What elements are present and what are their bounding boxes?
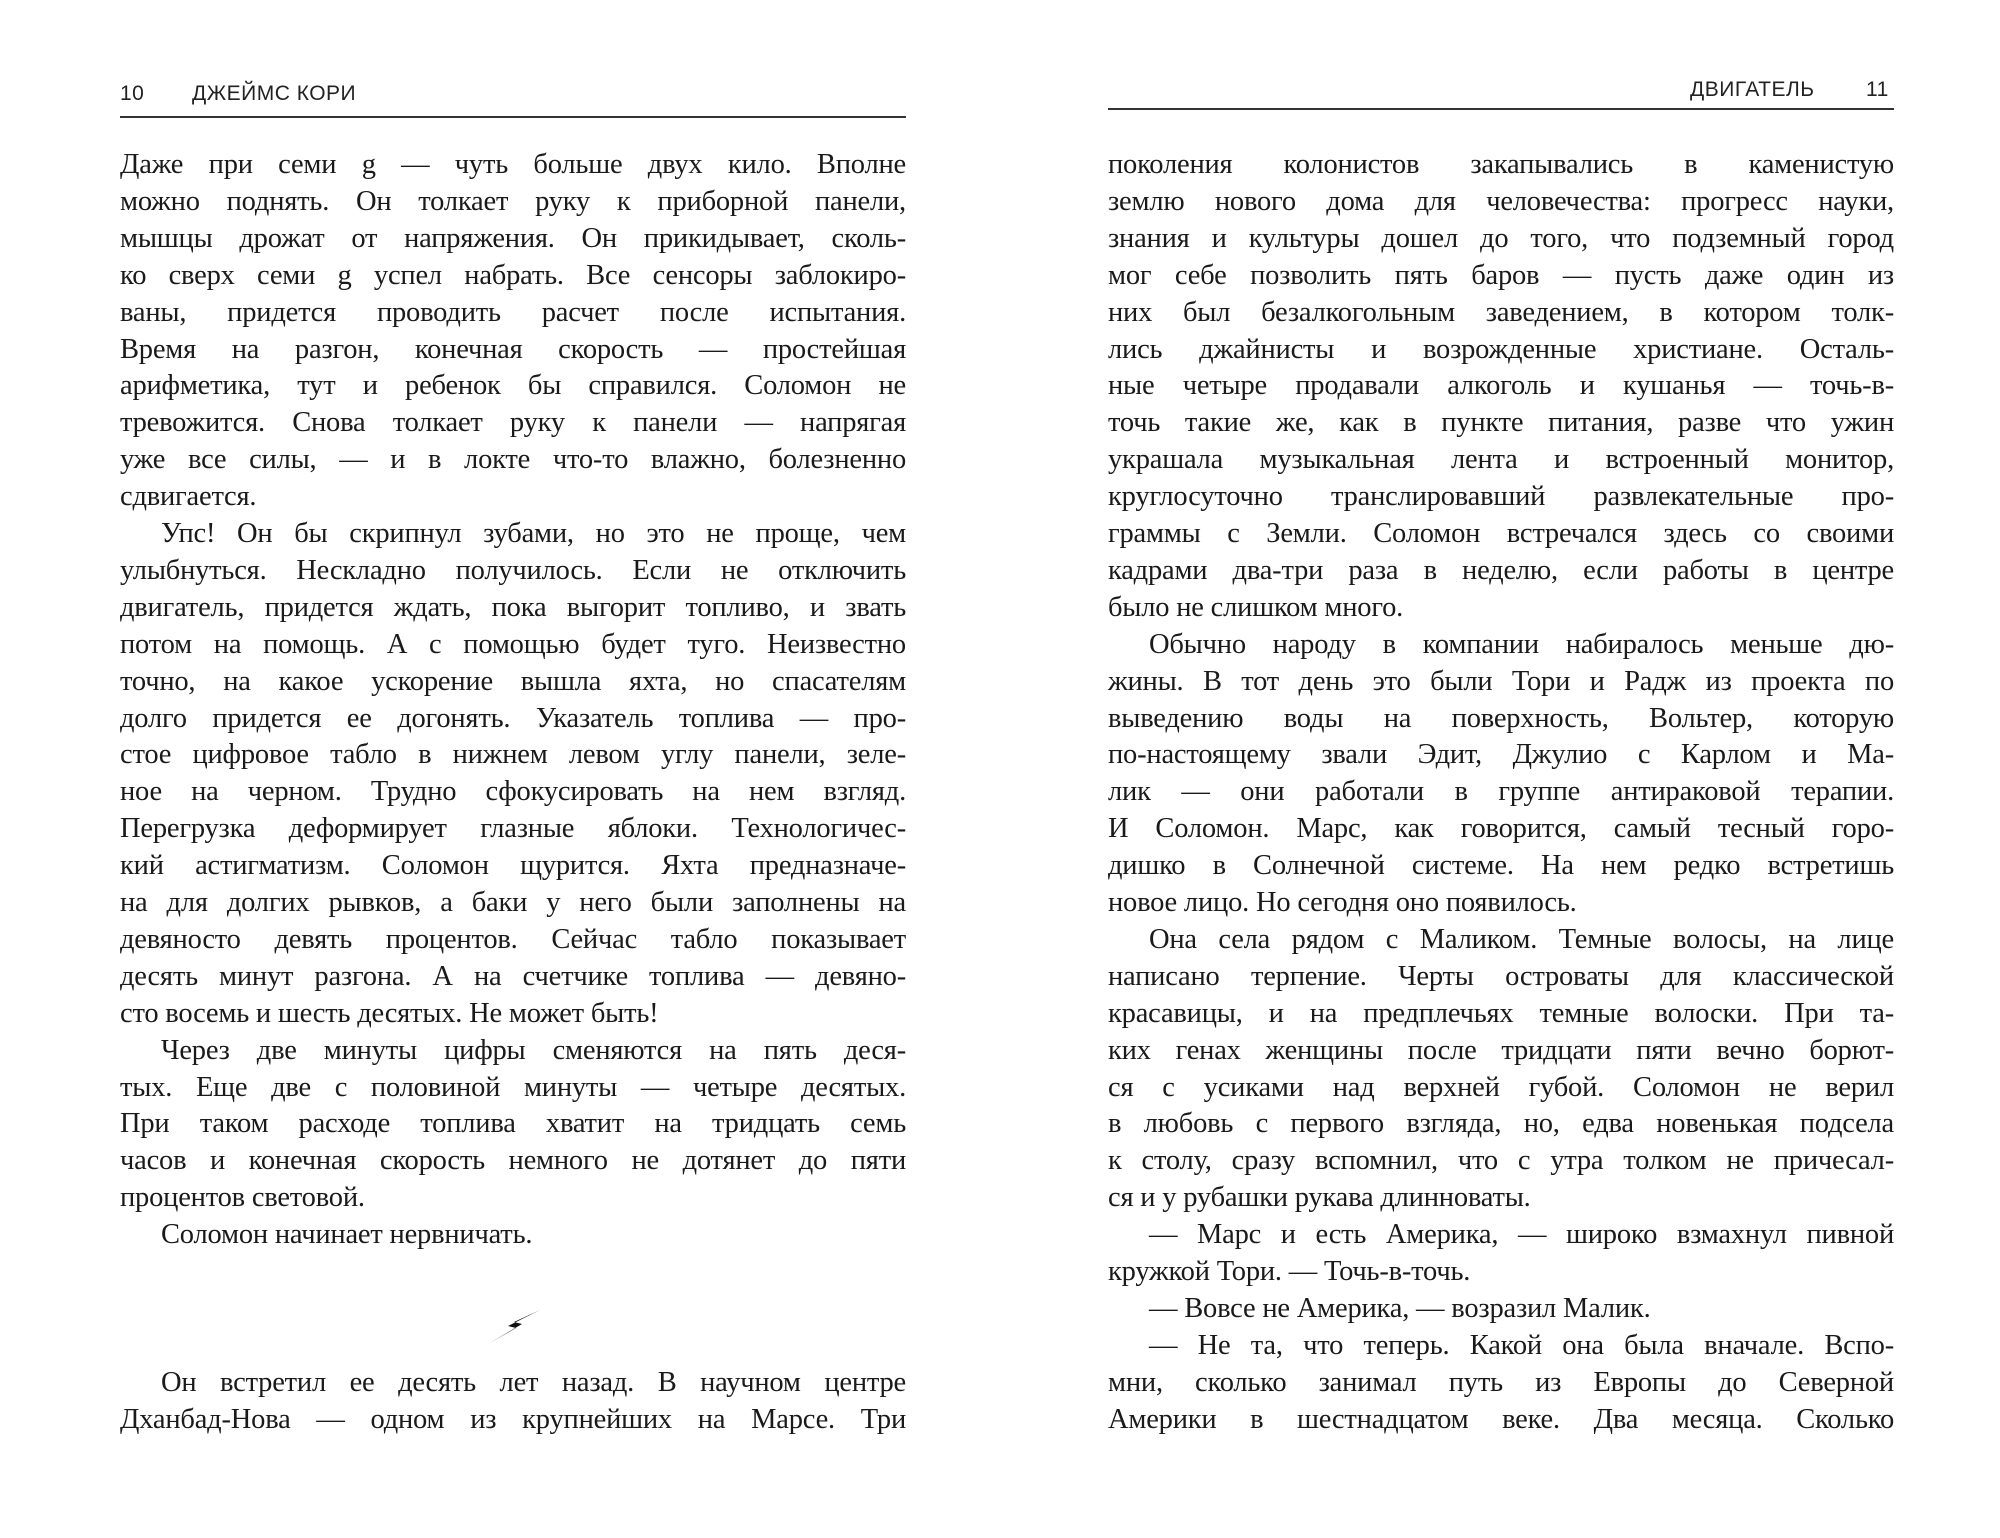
text-line: тых. Еще две с половиной минуты — четыре десятых. <box>120 1071 906 1103</box>
text-line: на для долгих рывков, а баки у него были заполнены на <box>120 887 906 918</box>
text-line: сдвигается. <box>120 481 257 513</box>
text-line: Она села рядом с Маликом. Темные волосы, на лице <box>1149 923 1894 955</box>
text-line: ные четыре продавали алкоголь и кушанья — точь-в- <box>1108 370 1894 402</box>
text-line: точно, на какое ускорение вышла яхта, но спасателям <box>120 665 906 697</box>
left-running-head: ДЖЕЙМС КОРИ <box>192 82 357 105</box>
text-line: выведению воды на поверхность, Вольтер, которую <box>1108 702 1894 734</box>
text-line: ное на черном. Трудно сфокусировать на нем взгляд. <box>120 776 906 808</box>
text-line: потом на помощь. А с помощью будет туго. Неизвестно <box>120 628 906 660</box>
text-line: в любовь с первого взгляда, но, едва новенькая подсела <box>1108 1108 1894 1140</box>
text-line: При таком расходе топлива хватит на тридцать семь <box>120 1108 906 1140</box>
text-line: землю нового дома для человечества: прогресс науки, <box>1108 185 1894 217</box>
text-line: кий астигматизм. Соломон щурится. Яхта предназначе- <box>120 850 906 882</box>
text-line: улыбнуться. Нескладно получилось. Если не отключить <box>120 554 906 586</box>
text-line: новое лицо. Но сегодня оно появилось. <box>1108 887 1577 918</box>
text-line: стое цифровое табло в нижнем левом углу панели, зеле- <box>120 739 906 771</box>
text-line: Даже при семи g — чуть больше двух кило. Вполне <box>120 149 906 180</box>
text-line: девяносто девять процентов. Сейчас табло показывает <box>120 923 906 955</box>
text-line: знания и культуры дошел до того, что подземный город <box>1108 222 1894 254</box>
text-line: красавицы, и на предплечьях темные волоски. При та- <box>1108 997 1894 1029</box>
text-line: — Не та, что теперь. Какой она была вначале. Вспо- <box>1149 1329 1894 1361</box>
text-line: по-настоящему звали Эдит, Джулио с Карлом и Ма- <box>1108 739 1894 771</box>
text-line: Дханбад-Нова — одном из крупнейших на Марсе. Три <box>120 1404 906 1435</box>
text-line: Обычно народу в компании набиралось меньше дю- <box>1149 628 1894 660</box>
text-line: ваны, придется проводить расчет после испытания. <box>120 296 906 328</box>
text-line: Упс! Он бы скрипнул зубами, но это не проще, чем <box>161 518 906 549</box>
text-line: жины. В тот день это были Тори и Радж из проекта по <box>1108 665 1894 697</box>
text-line: И Соломон. Марс, как говорится, самый тесный горо- <box>1108 813 1894 845</box>
text-line: к столу, сразу вспомнил, что с утра толком не причесал- <box>1108 1145 1894 1177</box>
text-line: долго придется ее догонять. Указатель топлива — про- <box>120 702 906 734</box>
text-line: можно поднять. Он толкает руку к приборной панели, <box>120 185 906 217</box>
text-line: уже все силы, — и в локте что-то влажно, болезненно <box>120 444 906 476</box>
text-line: кружкой Тори. — Точь-в-точь. <box>1108 1256 1471 1287</box>
text-line: арифметика, тут и ребенок бы справился. Соломон не <box>120 370 906 402</box>
text-line: — Вовсе не Америка, — возразил Малик. <box>1149 1292 1651 1324</box>
text-line: ких генах женщины после тридцати пяти вечно борют- <box>1108 1034 1894 1066</box>
text-line: украшала музыкальная лента и встроенный монитор, <box>1108 444 1894 476</box>
text-line: круглосуточно транслировавший развлекательные про- <box>1108 481 1894 513</box>
text-line: Америки в шестнадцатом веке. Два месяца. Сколько <box>1108 1403 1894 1435</box>
right-running-head: ДВИГАТЕЛЬ <box>1690 78 1815 101</box>
text-line: мни, сколько занимал путь из Европы до Северной <box>1108 1366 1894 1398</box>
text-line: дишко в Солнечной системе. На нем редко встретишь <box>1108 850 1894 882</box>
text-line: сто восемь и шесть десятых. Не может быть! <box>120 997 659 1029</box>
right-text-column <box>1108 0 1894 1538</box>
text-line: написано терпение. Черты островаты для классической <box>1108 960 1894 992</box>
right-page-number: 11 <box>1866 78 1889 101</box>
text-line: граммы с Земли. Соломон встречался здесь со своими <box>1108 518 1894 549</box>
text-line: было не слишком много. <box>1108 591 1404 623</box>
text-line: Соломон начинает нервничать. <box>161 1219 533 1251</box>
text-line: поколения колонистов закапывались в каменистую <box>1108 149 1894 180</box>
text-line: Он встретил ее десять лет назад. В научном центре <box>161 1367 906 1398</box>
text-line: точь такие же, как в пункте питания, разве что ужин <box>1108 407 1894 439</box>
text-line: лик — они работали в группе антираковой терапии. <box>1108 776 1894 808</box>
text-line: лись джайнисты и возрожденные христиане. Осталь- <box>1108 333 1894 365</box>
text-line: — Марс и есть Америка, — широко взмахнул пивной <box>1149 1219 1894 1251</box>
text-line: процентов световой. <box>120 1182 365 1214</box>
text-line: ся и у рубашки рукава длинноваты. <box>1108 1182 1531 1214</box>
text-line: мышцы дрожат от напряжения. Он прикидывает, сколь- <box>120 222 906 254</box>
text-line: них был безалкогольным заведением, в котором толк- <box>1108 296 1894 328</box>
left-page-number: 10 <box>120 82 145 105</box>
text-line: Перегрузка деформирует глазные яблоки. Технологичес- <box>120 813 906 845</box>
lightning-bolt-icon <box>486 1308 542 1346</box>
text-line: ся с усиками над верхней губой. Соломон не верил <box>1108 1071 1894 1103</box>
text-line: кадрами два-три раза в неделю, если работы в центре <box>1108 554 1894 586</box>
text-line: десять минут разгона. А на счетчике топлива — девяно- <box>120 960 906 992</box>
text-line: двигатель, придется ждать, пока выгорит топливо, и звать <box>120 591 906 623</box>
text-line: ко сверх семи g успел набрать. Все сенсоры заблокиро- <box>120 259 906 291</box>
text-line: Через две минуты цифры сменяются на пять деся- <box>161 1034 906 1066</box>
text-line: Время на разгон, конечная скорость — простейшая <box>120 333 906 365</box>
text-line: мог себе позволить пять баров — пусть даже один из <box>1108 259 1894 291</box>
text-line: часов и конечная скорость немного не дотянет до пяти <box>120 1145 906 1177</box>
text-line: тревожится. Снова толкает руку к панели — напрягая <box>120 407 906 439</box>
